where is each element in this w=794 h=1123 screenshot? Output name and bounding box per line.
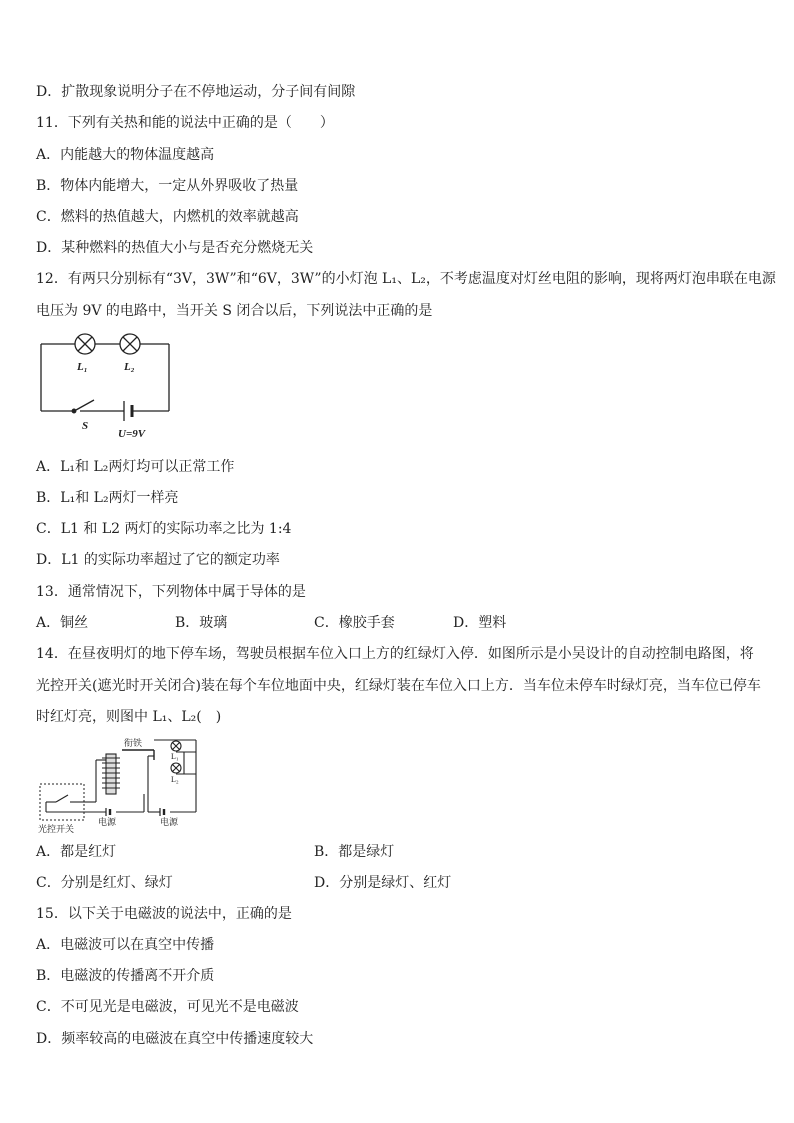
- q11-option-c: C．燃料的热值越大，内燃机的效率就越高: [36, 209, 299, 225]
- q15-option-a: A．电磁波可以在真空中传播: [36, 937, 215, 953]
- battery-icon: [124, 401, 132, 421]
- label-s: S: [82, 420, 89, 432]
- q13-option-c: C．橡胶手套: [314, 615, 395, 631]
- label-source-right: 电源: [160, 817, 179, 827]
- q11-option-d: D．某种燃料的热值大小与是否充分燃烧无关: [36, 240, 314, 256]
- lamp-l2-icon: [120, 334, 140, 354]
- lamp-l1-icon: [171, 741, 181, 751]
- q14-relay-circuit-diagram: [36, 736, 216, 836]
- q15-stem: 15．以下关于电磁波的说法中，正确的是: [36, 906, 292, 922]
- q12-option-a: A．L₁和 L₂两灯均可以正常工作: [36, 459, 235, 475]
- label-armature: 衔铁: [124, 738, 143, 748]
- q11-option-a: A．内能越大的物体温度越高: [36, 147, 215, 163]
- battery-right-icon: [160, 808, 164, 816]
- q14-option-d: D．分别是绿灯、红灯: [314, 875, 452, 891]
- q14-stem-line2: 光控开关(遮光时开关闭合)装在每个车位地面中央，红绿灯装在车位入口上方．当车位未停车时绿灯亮，当车位已停车: [36, 678, 761, 694]
- q15-option-b: B．电磁波的传播离不开介质: [36, 968, 215, 984]
- label-source-left: 电源: [98, 817, 117, 827]
- q14-option-a: A．都是红灯: [36, 844, 117, 860]
- armature-icon: [122, 750, 154, 760]
- q12-option-b: B．L₁和 L₂两灯一样亮: [36, 490, 179, 506]
- q14-option-c: C．分别是红灯、绿灯: [36, 875, 173, 891]
- light-control-switch-icon: [46, 795, 78, 802]
- label-voltage: U=9V: [118, 428, 146, 440]
- label-l1: L₁: [77, 361, 88, 373]
- q12-circuit-diagram: [36, 332, 176, 442]
- label-l2: L₂: [171, 775, 179, 784]
- q12-stem-line2: 电压为 9V 的电路中，当开关 S 闭合以后，下列说法中正确的是: [36, 303, 433, 319]
- q13-option-d: D．塑料: [453, 615, 507, 631]
- q11-stem: 11．下列有关热和能的说法中正确的是（ ）: [36, 115, 334, 131]
- label-l2: L₂: [124, 361, 135, 373]
- label-l1: L₁: [171, 752, 179, 761]
- lamp-l2-icon: [171, 763, 181, 773]
- q13-option-a: A．铜丝: [36, 615, 89, 631]
- lamp-l1-icon: [75, 334, 95, 354]
- q13-stem: 13．通常情况下，下列物体中属于导体的是: [36, 584, 306, 600]
- q13-option-b: B．玻璃: [175, 615, 228, 631]
- q14-stem-line3: 时红灯亮，则图中 L₁、L₂( ): [36, 709, 222, 725]
- label-light-control-switch: 光控开关: [38, 824, 75, 834]
- q12-stem-line1: 12．有两只分别标有“3V，3W”和“6V，3W”的小灯泡 L₁、L₂，不考虑温度对灯丝电阻的影响，现将两灯泡串联在电源: [36, 271, 776, 287]
- q12-option-d: D．L1 的实际功率超过了它的额定功率: [36, 552, 280, 568]
- battery-left-icon: [106, 808, 110, 816]
- q15-option-d: D．频率较高的电磁波在真空中传播速度较大: [36, 1031, 314, 1047]
- q14-stem-line1: 14．在昼夜明灯的地下停车场，驾驶员根据车位入口上方的红绿灯入停．如图所示是小吴设计的自动控制电路图，将: [36, 646, 754, 662]
- q10-option-d: D．扩散现象说明分子在不停地运动，分子间有间隙: [36, 84, 356, 100]
- q14-option-b: B．都是绿灯: [314, 844, 395, 860]
- q12-option-c: C．L1 和 L2 两灯的实际功率之比为 1:4: [36, 521, 292, 537]
- q15-option-c: C．不可见光是电磁波，可见光不是电磁波: [36, 999, 299, 1015]
- q11-option-b: B．物体内能增大，一定从外界吸收了热量: [36, 178, 299, 194]
